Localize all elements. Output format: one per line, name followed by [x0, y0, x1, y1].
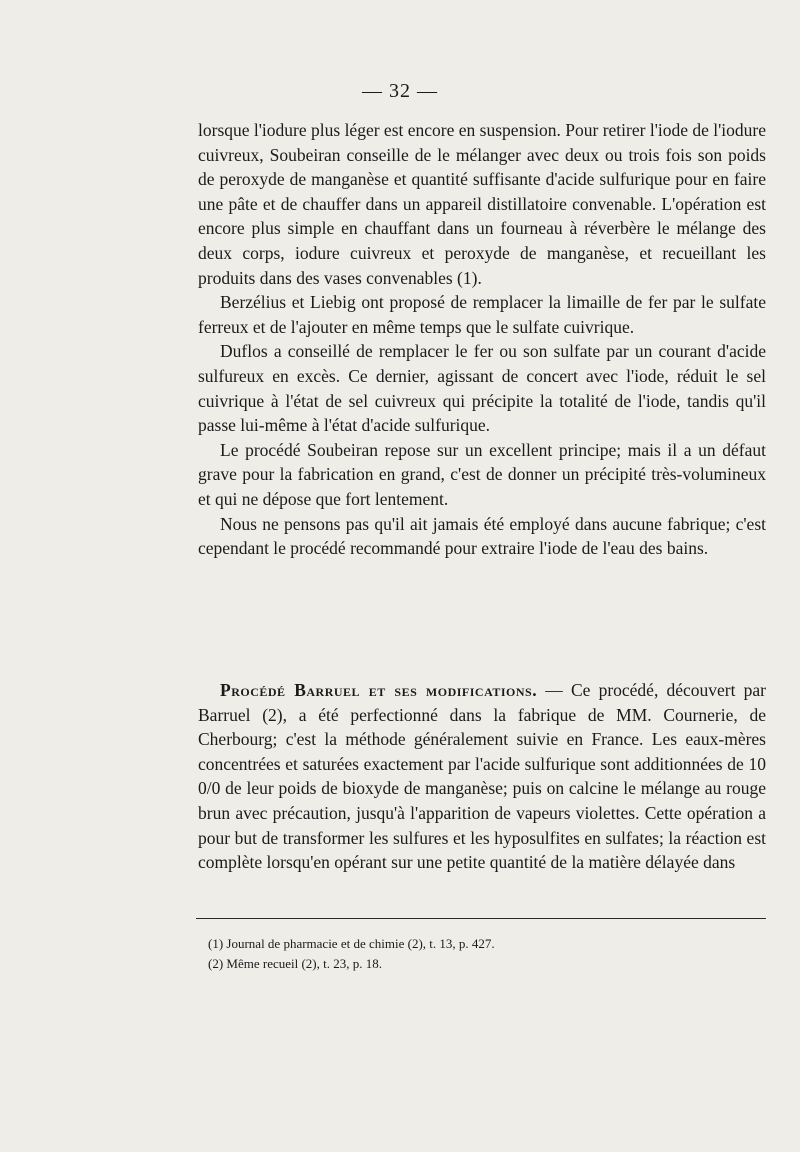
footnote-1: (1) Journal de pharmacie et de chimie (2), t. 13, p. 427. — [208, 936, 495, 951]
paragraph-2: Berzélius et Liebig ont proposé de remplacer la limaille de fer par le sulfate ferreux et de l'ajouter en même temps que le sulfate cuivrique. — [198, 292, 766, 337]
paragraph-3: Duflos a conseillé de remplacer le fer ou son sulfate par un courant d'acide sulfureux en excès. Ce dernier, agissant de concert avec l'iode, réduit le sel cuivrique à l'état de sel cuivreux qui précipite la totalité de l'iode, tandis qu'il passe lui-même à l'état d'acide sulfurique. — [198, 341, 766, 436]
page-number: — 32 — — [362, 80, 438, 102]
body-text — [198, 118, 766, 561]
section-barruel — [198, 678, 766, 875]
section-text: — Ce procédé, découvert par Barruel (2), a été perfectionné dans la fabrique de MM. Cournerie, de Cherbourg; c'est la méthode généralement suivie en France. Les eaux-mères concentrées et saturées exactement par l'acide sulfurique sont additionnées de 10 0/0 de leur poids de bioxyde de manganèse; puis on calcine le mélange au rouge brun avec précaution, jusqu'à l'apparition de vapeurs violettes. Cette opération a pour but de transformer les sulfures et les hyposulfites en sulfates; la réaction est complète lorsqu'en opérant sur une petite quantité de la matière délayée dans — [198, 680, 767, 873]
section-heading: Procédé Barruel et ses modifications. — [220, 680, 538, 700]
footnote-divider — [196, 918, 766, 919]
section-paragraph — [198, 678, 766, 875]
paragraph-5: Nous ne pensons pas qu'il ait jamais été employé dans aucune fabrique; c'est cependant le procédé recommandé pour extraire l'iode de l'eau des bains. — [198, 513, 766, 559]
paragraph-4: Le procédé Soubeiran repose sur un excellent principe; mais il a un défaut grave pour la fabrication en grand, c'est de donner un précipité très-volumineux et qui ne dépose que fort lentement. — [198, 439, 766, 509]
paragraph-1: lorsque l'iodure plus léger est encore en suspension. Pour retirer l'iode de l'iodure cuivreux, Soubeiran conseille de le mélanger avec deux ou trois fois son poids de peroxyde de manganèse et quantité suffisante d'acide sulfurique pour en faire une pâte et de chauffer dans un appareil distillatoire convenable. L'opération est encore plus simple en chauffant dans un fourneau à réverbère le mélange des deux corps, iodure cuivreux et peroxyde de manganèse, et recueillant les produits dans des vases convenables (1). — [198, 120, 766, 288]
footnotes — [208, 934, 768, 974]
footnote-2: (2) Même recueil (2), t. 23, p. 18. — [208, 956, 383, 971]
